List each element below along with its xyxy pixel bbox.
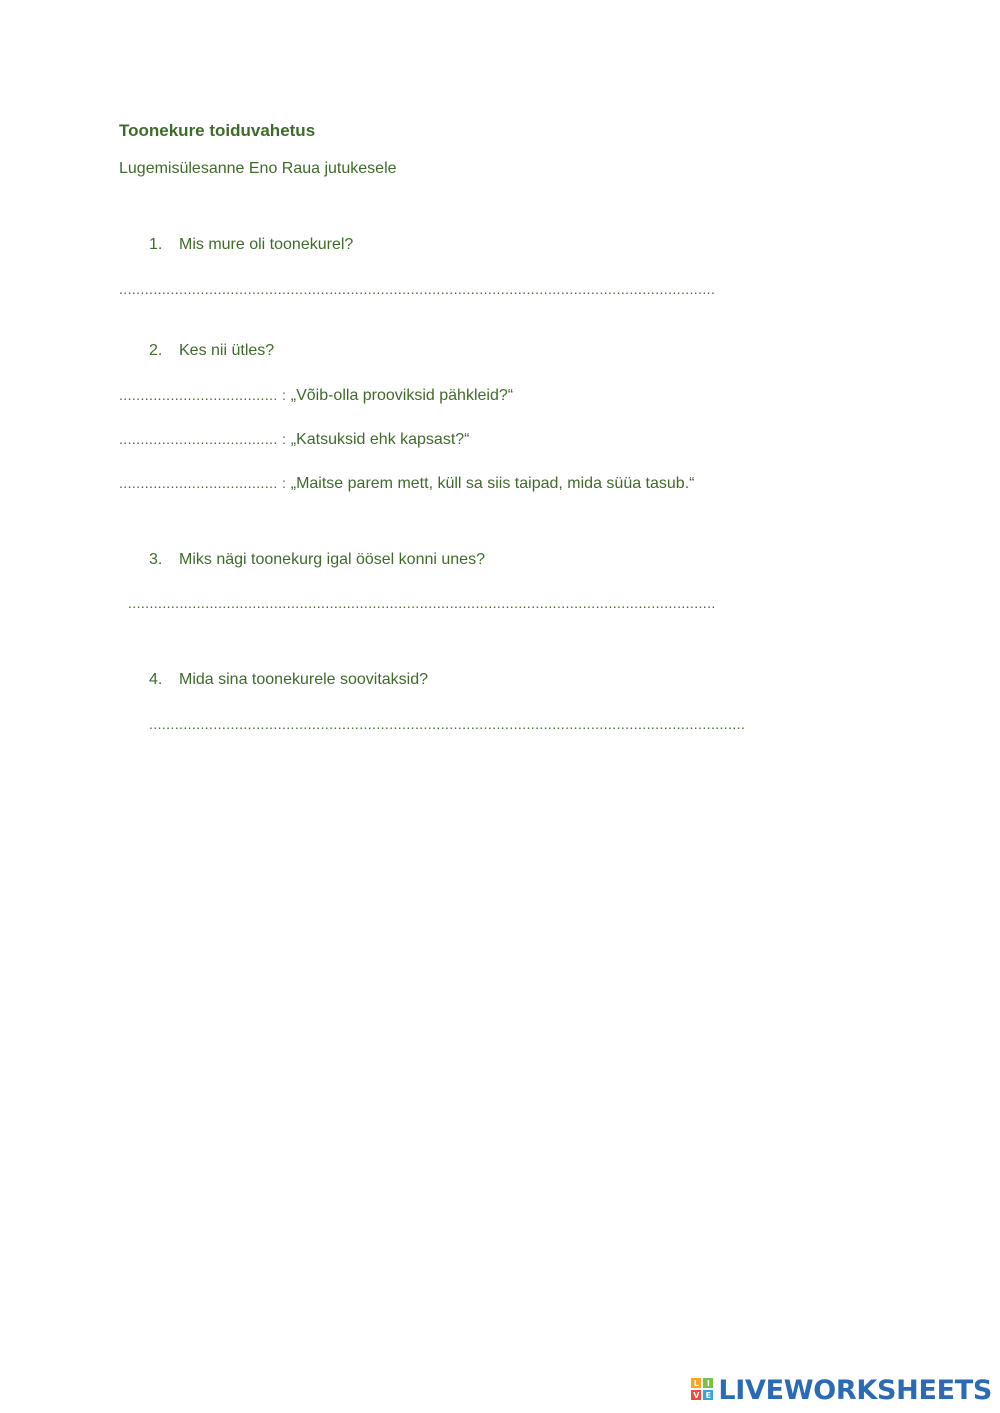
logo-square: E — [703, 1390, 713, 1400]
question-text: Mida sina toonekurele soovitaksid? — [179, 671, 429, 688]
quote-row — [119, 387, 513, 405]
logo-square: V — [693, 1390, 700, 1400]
question-text: Kes nii ütles? — [179, 342, 275, 359]
question-number: 2. — [149, 342, 163, 359]
logo-text: LIVEWORKSHEETS — [718, 1374, 992, 1406]
answer-line[interactable]: ........................................................................................................................................... — [119, 281, 716, 297]
quote-text: „Maitse parem mett, küll sa siis taipad, mida süüa tasub.“ — [290, 475, 695, 492]
speaker-blank[interactable]: ..................................... : — [119, 475, 287, 491]
question-text: Miks nägi toonekurg igal öösel konni unes? — [179, 551, 485, 568]
quote-row — [119, 431, 470, 449]
quote-text: „Katsuksid ehk kapsast?“ — [290, 431, 470, 448]
speaker-blank[interactable]: ..................................... : — [119, 387, 287, 403]
quote-row — [119, 475, 694, 493]
question-number: 1. — [149, 236, 163, 253]
question-text: Mis mure oli toonekurel? — [179, 236, 354, 253]
answer-line[interactable]: ......................................................................................................................................... — [128, 595, 716, 611]
liveworksheets-logo — [691, 1375, 992, 1405]
logo-square: I — [703, 1378, 713, 1388]
quote-text: „Võib-olla prooviksid pähkleid?“ — [290, 387, 514, 404]
answer-line[interactable]: ........................................................................................................................................... — [149, 716, 746, 732]
page-title: Toonekure toiduvahetus — [119, 121, 316, 140]
page-subtitle: Lugemisülesanne Eno Raua jutukesele — [119, 160, 397, 177]
logo-icon — [691, 1378, 715, 1402]
speaker-blank[interactable]: ..................................... : — [119, 431, 287, 447]
question-number: 4. — [149, 671, 163, 688]
question-number: 3. — [149, 551, 163, 568]
logo-square: L — [691, 1378, 701, 1388]
